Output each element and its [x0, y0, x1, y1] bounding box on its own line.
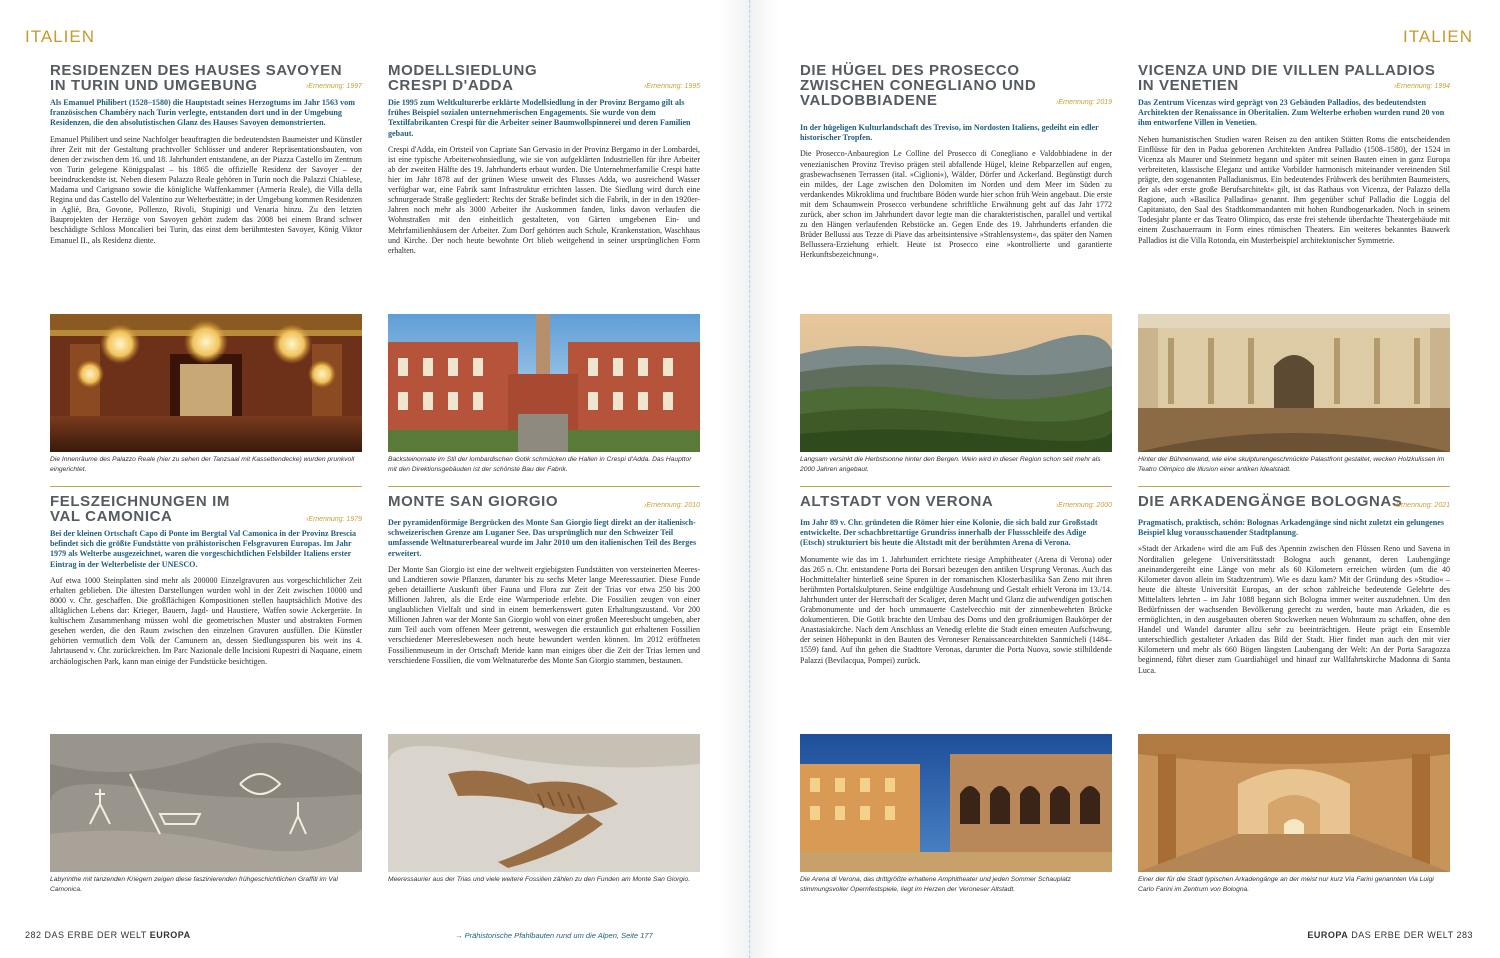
article-body: Die Prosecco-Anbauregion Le Colline del Prosecco di Conegliano e Valdobbiadene in der venezianischen Provinz Treviso prägen steil abfallende Hügel, kleine Rebparzellen auf engen, grasbewachsenen Terrassen (ital. »Ciglioni«), Wälder, Dörfer und Ackerland. Begünstigt durch ein mildes, der Lage zwischen den Dolomiten im Norden und dem Meer im Süden zu verdankendes Mikroklima und fruchtbare Böden wurde hier schon früh Wein angebaut. Die erste mit dem Schaumwein Prosecco verbundene schriftliche Erwähnung geht auf das Jahr 1772 zurück, aber schon im Jahrhundert davor legte man die charakteristischen, parallel und vertikal zu den Hängen verlaufenden Rebstöcke an. Gegen Ende des 19. Jahrhunderts erfanden die Brüder Bellussi aus Tezze di Piave das arbeitsintensive »Strahlensystem«, das später den Namen Bellussera-Erziehung erhielt. Heute ist Prosecco eine »kontrollierte und garantierte Herkunftsbezeichnung«. — [800, 149, 1112, 260]
section-header-left: ITALIEN — [25, 27, 95, 46]
article-lead: Die 1995 zum Weltkulturerbe erklärte Modellsiedlung in der Provinz Bergamo gilt als frühes Beispiel sozialen unternehmerischen Engagements. Sie wurde von dem Textilfabrikanten Crespi für die Arbeiter seiner Baumwollspinnerei und deren Familien gebaut. — [388, 98, 691, 138]
photo-caption: Backsteinornate im Stil der lombardischen Gotik schmücken die Hallen in Crespi d'Adda. Das Haupttor mit den Direktionsgebäuden ist der schönste Bau der Fabrik. — [388, 456, 692, 473]
page-shadow — [751, 0, 780, 958]
divider — [800, 486, 1112, 487]
inscription-date: ›Ernennung: 2000 — [1055, 502, 1112, 509]
book-region-left: EUROPA — [149, 930, 191, 940]
article-lead: In der hügeligen Kulturlandschaft des Treviso, im Nordosten Italiens, gedeiht ein edler historischer Tropfen. — [800, 123, 1099, 143]
rock-image — [50, 734, 362, 872]
photo-caption: Langsam versinkt die Herbstsonne hinter den Bergen. Wein wird in dieser Region schon seit mehr als 2000 Jahren angebaut. — [800, 456, 1101, 473]
inscription-date: ›Ernennung: 1994 — [1393, 83, 1450, 90]
article-lead: Das Zentrum Vicenzas wird geprägt von 23 Gebäuden Palladios, des bedeutendsten Architekten der Renaissance in Oberitalien. Zum Welterbe erhoben wurden rund 20 von ihm entworfene Villen in Venetien. — [1138, 98, 1445, 128]
book-gutter — [749, 0, 751, 958]
article-savoyen — [50, 63, 362, 478]
photo-caption: Die Arena di Verona, das drittgrößte erhaltene Amphitheater und jeden Sommer Schauplatz stimmungsvoller Opernfestspiele, liegt im Herzen der Veroneser Altstadt. — [800, 876, 1071, 893]
article-giorgio — [388, 494, 700, 914]
inscription-date: ›Ernennung: 1995 — [643, 83, 700, 90]
article-body: Monumente wie das im 1. Jahrhundert errichtete riesige Amphitheater (Arena di Verona) oder das 265 n. Chr. entstandene Porta dei Borsari bezeugen den antiken Ursprung Veronas. Auch das Hochmittelalter hinterließ seine Spuren in der romanischen Klosterbasilika San Zeno mit ihren berühmten Portalskulpturen. Seine endgültige Ausdehnung und Gestalt erhielt Verona im 13./14. Jahrhundert unter der Herrschaft der Scaliger, deren Macht und Glanz die aufwendigen gotischen Grabmonumente und der hoch ummauerte Castelvecchio mit der zinnenbewehrten Brücke dokumentieren. Die Gotik brachte den Umbau des Doms und den großräumigen Baukörper der Anastasiakirche. Nach dem Anschluss an Venedig erlebte die Stadt einen erneuten Aufschwung, der seinen Höhepunkt in den Bauten des Veroneser Renaissancearchitekten Sanmicheli (1484–1559) fand. Auf ihn gehen die Stadttore Veronas, darunter die Porta Nuova, sowie stilbildende Palazzi (Bevilacqua, Pompei) zurück. — [800, 554, 1112, 665]
article-body: »Stadt der Arkaden« wird die am Fuß des Apennin zwischen den Flüssen Reno und Savena in Norditalien gelegene Universitätsstadt Bologna auch genannt, deren Laubengänge aneinandergereiht eine Länge von mehr als 60 Kilometern erreichen würden (um die 40 Kilometer davon allein im Stadtzentrum). Wie es dazu kam? Mit der Gründung des »Studio« – heute die älteste Universität Europas, an der schon zahlreiche bedeutende Gelehrte des Mittelalters lehrten – im Jahr 1088 begann sich Bologna immer weiter auszudehnen. Um den Bedürfnissen der wachsenden Bevölkerung gerecht zu werden, baute man Arkaden, die es ermöglichten, in den ausgebauten oberen Stockwerken neuen Wohnraum zu schaffen, ohne den Handel und Wandel darunter allzu sehr zu beeinträchtigen. Heute prägt ein Ensemble unterschiedlich gestalteter Arkaden das Bild der Stadt. Hier findet man auch den mit vier Kilometern und mehr als 660 Bögen längsten Laubengang der Welt: An der Porta Saragozza beginnend, führt dieser zum Guardiahügel und hinauf zur Wallfahrtskirche Madonna di Santa Luca. — [1138, 544, 1450, 675]
inscription-date: ›Ernennung: 1979 — [305, 516, 362, 523]
theatre-image — [1138, 314, 1450, 452]
page-number-right: 283 — [1456, 930, 1473, 940]
article-lead: Bei der kleinen Ortschaft Capo di Ponte im Bergtal Val Camonica in der Provinz Brescia befindet sich die größte Fundstätte von prähistorischen Felsgravuren Europas. Im Jahr 1979 als Welterbe ausgezeichnet, waren die vorgeschichtlichen Felsbilder Italiens erster Eintrag in der Welterbeliste der UNESCO. — [50, 529, 357, 569]
title-line: IN TURIN UND UMGEBUNG — [50, 77, 258, 94]
rock-carving-photo — [50, 734, 362, 872]
article-lead: Pragmatisch, praktisch, schön: Bolognas Arkadengänge sind nicht zuletzt ein gelungenes Beispiel klug vorausschauender Stadtplanung. — [1138, 518, 1445, 538]
page-shadow — [720, 0, 749, 958]
article-body: Neben humanistischen Studien waren Reisen zu den antiken Stätten Roms die entscheidenden Einflüsse für den in Padua geborenen Architekten Andrea Palladio (1508–1580), der 1524 in Vicenza als Maurer und Steinmetz begann und später mit seinen Bauten einen in ganz Europa verbreiteten, klassische Eleganz und antike Vorbilder harmonisch miteinander vereinenden Stil prägte, den sogenannten Palladianismus. Ein bedeutendes Frühwerk des berühmten Baumeisters, der als »der erste große Berufsarchitekt« gilt, ist das Rathaus von Vicenza, der Palazzo della Ragione, auch »Basilica Palladina« genannt. Ihm gegenüber schuf Palladio die Loggia del Capitaniato, den Saal des Stadtkommandanten mit hohen Rundbogenarkaden. Noch in seinem Todesjahr plante er das Teatro Olimpico, das erste frei stehende überdachte Theatergebäude mit einem Zuschauerraum in Form eines römischen Theaters. Ein weiteres bekanntes Bauwerk Palladios ist die Villa Rotonda, ein Musterbeispiel architektonischer Symmetrie. — [1138, 134, 1450, 245]
article-lead: Der pyramidenförmige Bergrücken des Monte San Giorgio liegt direkt an der italienisch-schweizerischen Grenze am Luganer See. Das ursprünglich nur den Schweizer Teil umfassende Weltnaturerbeareal wurde im Jahr 2010 um den italienischen Teil des Berges erweitert. — [388, 518, 697, 558]
fossil-image — [388, 734, 700, 872]
title-line: FELSZEICHNUNGEN IM — [50, 493, 230, 510]
article-camonica — [50, 494, 362, 914]
arcade-image — [1138, 734, 1450, 872]
inscription-date: ›Ernennung: 2021 — [1393, 502, 1450, 509]
photo-caption: Labyrinthe mit tanzenden Kriegern zeigen diese faszinierenden frühgeschichtlichen Graffiti im Val Camonica. — [50, 876, 338, 893]
factory-image — [388, 314, 700, 452]
divider — [50, 486, 362, 487]
article-body: Emanuel Philibert und seine Nachfolger beauftragten die bedeutendsten Baumeister und Künstler ihrer Zeit mit der Gestaltung prachtvoller Schlösser und anderer Repräsentationsbauten, von denen der zwischen dem 16. und 18. Jahrhundert entstandene, an der Piazza Castello im Zentrum von Turin gelegene Königspalast – bis 1865 die offizielle Residenz der Savoyer – der beeindruckendste ist. Neben diesem Palazzo Reale gehören in Turin noch die Palazzi Chiablese, Madama und Carignano sowie die königliche Waffenkammer (Armeria Reale), die Villa della Regina und das Castello del Valentino zur Welterbestätte; in der Umgebung kommen Residenzen in Agliè, Bra, Govone, Pollenzo, Rivoli, Stupinigi und Venaria hinzu. Zu den letzten Bauprojekten der Herzöge von Savoyen gehört zudem das 2008 bei einem Brand schwer beschädigte Schloss Moncalieri bei Turin, das einst dem berühmtesten Savoyer, König Viktor Emanuel II., als Residenz diente. — [50, 134, 362, 245]
article-crespi — [388, 63, 700, 478]
book-title-right: DAS ERBE DER WELT — [1351, 930, 1454, 940]
article-lead: Als Emanuel Philibert (1528–1580) die Hauptstadt seines Herzogtums im Jahr 1563 vom französischen Chambéry nach Turin verlegte, entstanden dort und in der Umgebung Residenzen, die den absolutistischen Glanz des Hauses Savoyen demonstrierten. — [50, 98, 355, 128]
title-line: MONTE SAN GIORGIO — [388, 493, 559, 510]
vineyard-hills-photo — [800, 314, 1112, 452]
book-region-right: EUROPA — [1307, 930, 1349, 940]
divider — [388, 486, 700, 487]
page-number-left: 282 — [25, 930, 42, 940]
fossil-photo — [388, 734, 700, 872]
ballroom-photo — [50, 314, 362, 452]
article-body: Auf etwa 1000 Steinplatten sind mehr als 200000 Einzelgravuren aus vorgeschichtlicher Zeit erhalten geblieben. Die ältesten Darstellungen wurden wohl in der Zeit zwischen 10000 und 8000 v. Chr. geschaffen. Die großflächigen Kompositionen stellen hauptsächlich Motive des alltäglichen Lebens dar: Krieger, Bauern, Jagd- und Haustiere, Waffen sowie Ackergeräte. In kultischem Zusammenhang müssen wohl die geometrischen Muster und abstrakten Formen gesehen werden, die den Raum zwischen den einzelnen Gravuren ausfüllen. Die Künstler gehörten vermutlich dem Volk der Camunern an, dessen Siedlungsspuren bis weit ins 4. Jahrtausend v. Chr. zurückreichen. Im Parc Nazionale delle Incisioni Rupestri di Naquane, einem archäologischen Park, kann man einige der Fundstücke besichtigen. — [50, 575, 362, 666]
article-bologna — [1138, 494, 1450, 914]
photo-caption: Einer der für die Stadt typischen Arkadengänge an der meist nur kurz Via Farini genannten Via Luigi Carlo Farini im Zentrum von Bologna. — [1138, 876, 1434, 893]
title-line: DIE ARKADENGÄNGE BOLOGNAS — [1138, 493, 1403, 510]
title-line: IN VENETIEN — [1138, 77, 1239, 94]
title-line: VALDOBBIADENE — [800, 92, 938, 109]
article-body: Der Monte San Giorgio ist eine der weltweit ergiebigsten Fundstätten von versteinerten Meeres- und Landtieren sowie Pflanzen, darunter bis zu sechs Meter lange Meeressaurier. Diese Funde geben detaillierte Auskunft über Fauna und Flora zur Zeit der Trias vor etwa 250 bis 200 Millionen Jahren, als die Erde eine Warmperiode erlebte. Die Fossilien zeugen von einer unglaublichen Vielfalt und sind in einem bemerkenswert guten Erhaltungszustand. Vor 200 Millionen Jahren war der Monte San Giorgio wohl von einer großen Meeresbucht umgeben, aber zum Teil auch vom offenen Meer getrennt, weswegen die erstaunlich gut erhaltenen Fossilien verschiedener Meereslebewesen noch heute bewundert werden können. Im 2012 eröffneten Fossilienmuseum in der Ortschaft Meride kann man einiges über die Zeit der Trias lernen und verschiedene Fossilien, die vom Weltnaturerbe des Monte San Giorgio stammen, bestaunen. — [388, 564, 700, 665]
arena-image — [800, 734, 1112, 872]
inscription-date: ›Ernennung: 2010 — [643, 502, 700, 509]
inscription-date: ›Ernennung: 1997 — [305, 83, 362, 90]
article-vicenza — [1138, 63, 1450, 478]
photo-caption: Die Innenräume des Palazzo Reale (hier zu sehen der Tanzsaal mit Kassettendecke) wurden prunkvoll eingerichtet. — [50, 456, 355, 473]
title-line: VAL CAMONICA — [50, 508, 173, 525]
article-lead: Im Jahr 89 v. Chr. gründeten die Römer hier eine Kolonie, die sich bald zur Großstadt entwickelte. Der schachbrettartige Grundriss innerhalb der Flussschleife des Adige (Etsch) strukturiert bis heute die Altstadt mit der berühmten Arena di Verona. — [800, 518, 1098, 548]
section-header-right: ITALIEN — [1403, 27, 1473, 46]
title-line: VICENZA UND DIE VILLEN PALLADIOS — [1138, 62, 1436, 79]
arena-verona-photo — [800, 734, 1112, 872]
book-title-left: DAS ERBE DER WELT — [44, 930, 147, 940]
article-prosecco — [800, 63, 1112, 478]
photo-caption: Hinter der Bühnenwand, wie eine skulpturengeschmückte Palastfront gestaltet, wecken Holzkulissen im Teatro Olimpico die Illusion einer antiken Idealstadt. — [1138, 456, 1445, 473]
title-line: CRESPI D'ADDA — [388, 77, 514, 94]
article-verona — [800, 494, 1112, 914]
ballroom-image — [50, 314, 362, 452]
cross-reference-link[interactable]: → Prähistorische Pfahlbauten rund um die Alpen, Seite 177 — [455, 931, 653, 940]
title-line: RESIDENZEN DES HAUSES SAVOYEN — [50, 62, 343, 79]
title-line: MODELLSIEDLUNG — [388, 62, 538, 79]
photo-caption: Meeressaurier aus der Trias und viele weitere Fossilien zählen zu den Funden am Monte San Giorgio. — [388, 876, 691, 883]
arcade-photo — [1138, 734, 1450, 872]
title-line: DIE HÜGEL DES PROSECCO — [800, 62, 1020, 79]
footer-right — [1307, 930, 1473, 940]
teatro-olimpico-photo — [1138, 314, 1450, 452]
divider — [1138, 486, 1450, 487]
factory-photo — [388, 314, 700, 452]
vineyard-image — [800, 314, 1112, 452]
article-body: Crespi d'Adda, ein Ortsteil von Capriate San Gervasio in der Provinz Bergamo in der Lombardei, ist eine typische Arbeiterwohnsiedlung, wie sie von aufgeklärten Industriellen für ihre Arbeiter ab der zweiten Hälfte des 19. Jahrhunderts erbaut wurden. Die Unternehmerfamilie Crespi hatte hier im Jahr 1878 auf der grünen Wiese unweit des Flusses Adda, wo ausreichend Wasser verfügbar war, eine Fabrik samt Infrastruktur errichten lassen. Die Siedlung wird durch eine schnurgerade Straße gegliedert: Rechts der Straße befindet sich die Fabrik, in der in den 1920er-Jahren noch mehr als 3000 Arbeiter ihr Auskommen fanden, links davon verlaufen die Wohnstraßen mit den einheitlich gestalteten, von Gärten umgebenen Ein- und Mehrfamilienhäusern der Arbeiter. Zum Dorf gehörten auch Schule, Krankenstation, Waschhaus und Kirche. Der noch heute bewohnte Ort blieb weitgehend in seiner ursprünglichen Form erhalten. — [388, 144, 700, 255]
title-line: ZWISCHEN CONEGLIANO UND — [800, 77, 1037, 94]
footer-left — [25, 930, 191, 940]
title-line: ALTSTADT VON VERONA — [800, 493, 994, 510]
inscription-date: ›Ernennung: 2019 — [1055, 99, 1112, 106]
